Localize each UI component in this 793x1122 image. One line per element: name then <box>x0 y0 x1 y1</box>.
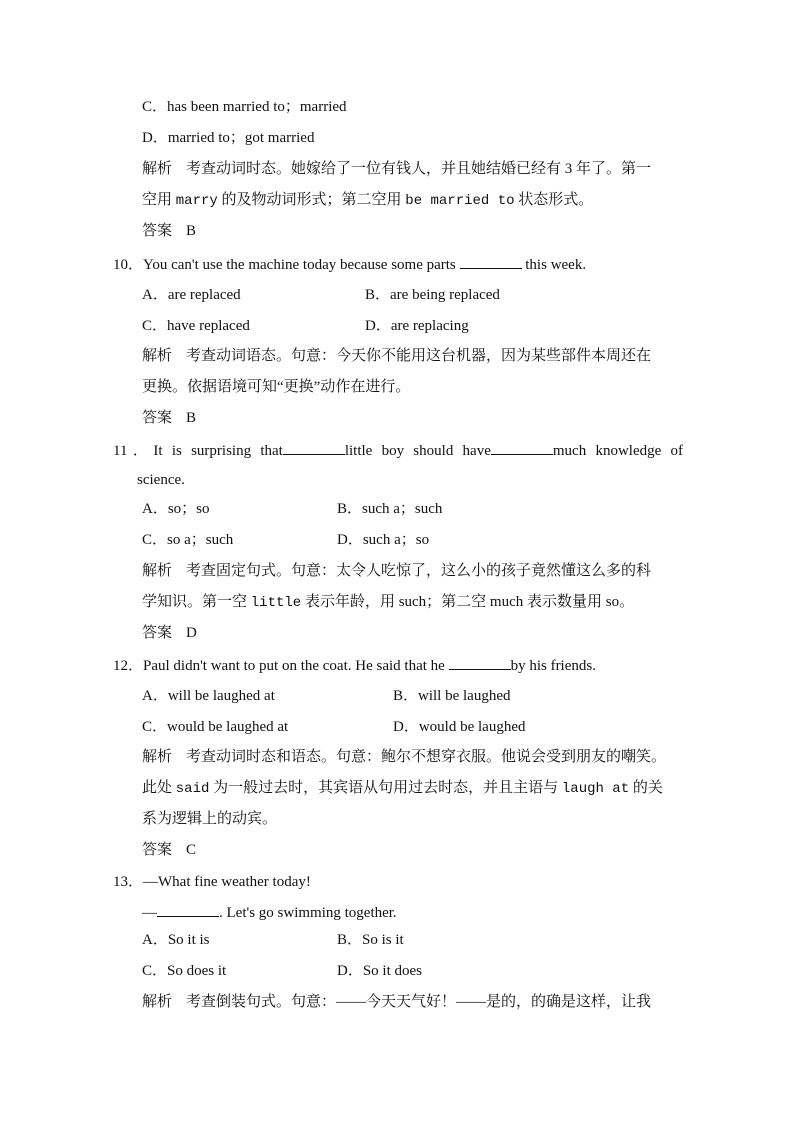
answer-blank <box>491 440 553 455</box>
q11-option-c: C．so a；such <box>142 532 234 548</box>
q10-explanation-line1: 解析 考查动词语态。句意：今天你不能用这台机器，因为某些部件本周还在 <box>142 348 652 364</box>
q10-option-d: D．are replacing <box>365 318 469 334</box>
q12-option-c: C．would be laughed at <box>142 719 289 735</box>
q10-stem: 10．You can't use the machine today because some parts this week. <box>113 254 586 275</box>
q9-explanation-line1: 解析 考查动词时态。她嫁给了一位有钱人，并且她结婚已经有 3 年了。第一 <box>142 161 652 177</box>
q11-option-a: A．so；so <box>142 501 210 517</box>
q12-option-d: D．would be laughed <box>393 719 526 735</box>
q12-option-a: A．will be laughed at <box>142 688 275 704</box>
answer-blank <box>157 902 219 917</box>
answer-blank <box>460 254 522 269</box>
q11-stem: 11．It is surprising that little boy should have much knowledge of <box>113 440 683 461</box>
q11-stem-cont: science. <box>137 472 185 488</box>
answer-blank <box>449 655 511 670</box>
q12-stem: 12．Paul didn't want to put on the coat. He said that he by his friends. <box>113 655 596 676</box>
q12-option-b: B．will be laughed <box>393 688 511 704</box>
q13-explanation-line1: 解析 考查倒装句式。句意：——今天天气好！——是的，的确是这样，让我 <box>142 994 652 1010</box>
q10-option-b: B．are being replaced <box>365 287 500 303</box>
q10-option-c: C．have replaced <box>142 318 250 334</box>
q11-explanation-line2: 学知识。第一空 little 表示年龄，用 such；第二空 much 表示数量用 so。 <box>142 594 635 611</box>
answer-label: 答案 <box>142 223 173 239</box>
q10-answer: 答案 B <box>142 410 197 426</box>
q13-option-a: A．So it is <box>142 932 210 948</box>
q13-option-b: B．So is it <box>337 932 404 948</box>
q9-explanation-line2: 空用 marry 的及物动词形式；第二空用 be married to 状态形式。 <box>142 192 594 209</box>
q11-explanation-line1: 解析 考查固定句式。句意：太令人吃惊了，这么小的孩子竟然懂这么多的科 <box>142 563 652 579</box>
q9-answer <box>142 221 196 241</box>
q9-option-c: C．has been married to；married <box>142 99 347 115</box>
q11-option-d: D．such a；so <box>337 532 430 548</box>
q12-explanation-line1: 解析 考查动词时态和语态。句意：鲍尔不想穿衣服。他说会受到朋友的嘲笑。 <box>142 749 667 765</box>
q12-answer: 答案 C <box>142 842 197 858</box>
q12-explanation-line2: 此处 said 为一般过去时，其宾语从句用过去时态，并且主语与 laugh at 的关 <box>142 780 663 797</box>
q13-stem: 13．—What fine weather today! <box>113 874 311 890</box>
answer-value: B <box>186 223 197 239</box>
q13-option-d: D．So it does <box>337 963 423 979</box>
q10-explanation-line2: 更换。依据语境可知“更换”动作在进行。 <box>142 379 411 395</box>
q12-explanation-line3: 系为逻辑上的动宾。 <box>142 811 278 827</box>
q10-option-a: A．are replaced <box>142 287 241 303</box>
q9-option-d: D．married to；got married <box>142 130 315 146</box>
q11-answer: 答案 D <box>142 625 197 641</box>
answer-blank <box>283 440 345 455</box>
q13-response: — . Let's go swimming together. <box>142 902 397 923</box>
q13-option-c: C．So does it <box>142 963 227 979</box>
explanation-label: 解析 <box>142 161 173 177</box>
q11-option-b: B．such a；such <box>337 501 443 517</box>
